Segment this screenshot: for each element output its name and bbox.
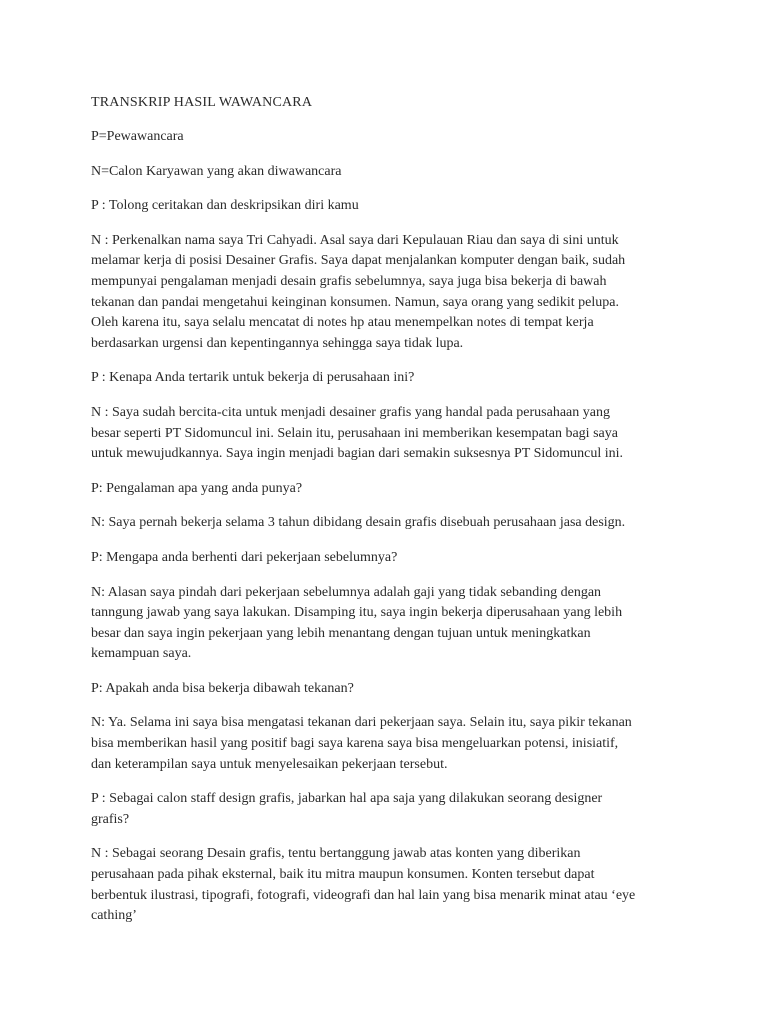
paragraph-line: P : Sebagai calon staff design grafis, jabarkan hal apa saja yang dilakukan seorang designer [91, 791, 603, 807]
transcript-paragraph [91, 127, 681, 148]
transcript-paragraph [91, 679, 681, 700]
paragraph-line: N: Ya. Selama ini saya bisa mengatasi tekanan dari pekerjaan saya. Selain itu, saya pikir tekanan [91, 715, 632, 731]
transcript-paragraph [91, 479, 681, 500]
document-page [91, 93, 681, 941]
paragraph-line: P: Pengalaman apa yang anda punya? [91, 480, 303, 496]
paragraph-line: P: Apakah anda bisa bekerja dibawah tekanan? [91, 680, 354, 696]
paragraph-line: N: Alasan saya pindah dari pekerjaan sebelumnya adalah gaji yang tidak sebanding dengan [91, 584, 602, 600]
transcript-paragraph [91, 513, 681, 534]
paragraph-line: P=Pewawancara [91, 129, 184, 144]
paragraph-line: dan keterampilan saya untuk menyelesaikan pekerjaan tersebut. [91, 756, 448, 772]
paragraph-line: grafis? [91, 811, 130, 827]
paragraph-line: besar seperti PT Sidomuncul ini. Selain itu, perusahaan ini memberikan kesempatan bagi saya [91, 425, 618, 441]
paragraph-line: P : Tolong ceritakan dan deskripsikan diri kamu [91, 198, 359, 214]
transcript-paragraph [91, 231, 681, 355]
paragraph-line: Oleh karena itu, saya selalu mencatat di notes hp atau menempelkan notes di tempat kerja [91, 315, 594, 331]
paragraph-line: tanngung jawab yang saya lakukan. Disamping itu, saya ingin bekerja diperusahaan yang lebih [91, 605, 623, 621]
paragraph-line: cathing’ [91, 908, 137, 924]
paragraph-line: bisa memberikan hasil yang positif bagi saya karena saya bisa mengeluarkan potensi, inisiatif, [91, 736, 619, 752]
paragraph-line: perusahaan pada pihak eksternal, baik itu mitra maupun konsumen. Konten tersebut dapat [91, 867, 595, 883]
paragraph-line: N=Calon Karyawan yang akan diwawancara [91, 163, 342, 179]
transcript-paragraph [91, 162, 681, 183]
document-title: TRANSKRIP HASIL WAWANCARA [91, 95, 313, 110]
transcript-paragraph [91, 403, 681, 465]
paragraph-line: tekanan dan pandai mengetahui keinginan konsumen. Namun, saya orang yang sedikit pelupa. [91, 294, 619, 310]
paragraph-line: berbentuk ilustrasi, tipografi, fotografi, videografi dan hal lain yang bisa menarik minat atau ‘eye [91, 887, 636, 903]
transcript-paragraph [91, 368, 681, 389]
paragraph-line: N : Perkenalkan nama saya Tri Cahyadi. Asal saya dari Kepulauan Riau dan saya di sini untuk [91, 232, 619, 248]
paragraph-line: N : Saya sudah bercita-cita untuk menjadi desainer grafis yang handal pada perusahaan yang [91, 404, 610, 420]
transcript-paragraph [91, 196, 681, 217]
transcript-paragraph [91, 844, 681, 926]
paragraph-line: P: Mengapa anda berhenti dari pekerjaan sebelumnya? [91, 549, 398, 565]
paragraph-line: N : Sebagai seorang Desain grafis, tentu bertanggung jawab atas konten yang diberikan [91, 846, 581, 862]
transcript-body [91, 127, 681, 927]
paragraph-line: mempunyai pengalaman menjadi desain grafis sebelumnya, saya juga bisa bekerja di bawah [91, 273, 607, 289]
transcript-paragraph [91, 713, 681, 775]
transcript-paragraph [91, 789, 681, 830]
paragraph-line: melamar kerja di posisi Desainer Grafis. Saya dapat menjalankan komputer dengan baik, sudah [91, 253, 626, 269]
transcript-paragraph [91, 583, 681, 665]
paragraph-line: untuk mewujudkannya. Saya ingin menjadi bagian dari semakin suksesnya PT Sidomuncul ini. [91, 446, 624, 462]
paragraph-line: besar dan saya ingin pekerjaan yang lebih menantang dengan tujuan untuk meningkatkan [91, 625, 591, 641]
transcript-paragraph [91, 548, 681, 569]
paragraph-line: kemampuan saya. [91, 646, 192, 662]
paragraph-line: N: Saya pernah bekerja selama 3 tahun dibidang desain grafis disebuah perusahaan jasa design. [91, 515, 626, 531]
paragraph-line: berdasarkan urgensi dan kepentingannya sehingga saya tidak lupa. [91, 335, 464, 351]
paragraph-line: P : Kenapa Anda tertarik untuk bekerja di perusahaan ini? [91, 370, 415, 386]
